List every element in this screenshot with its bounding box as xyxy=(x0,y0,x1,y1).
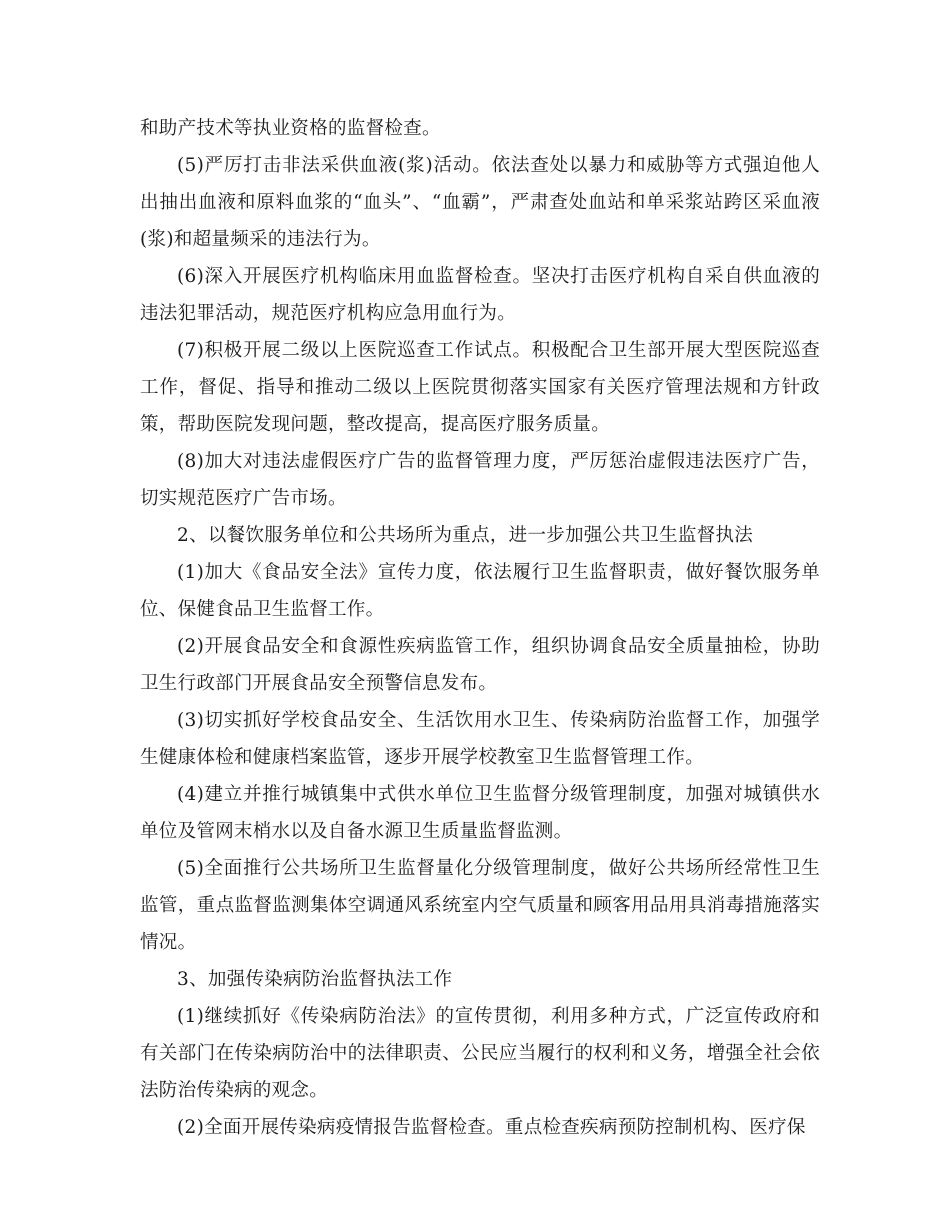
paragraph-1: 和助产技术等执业资格的监督检查。 xyxy=(140,118,441,139)
paragraph-14: (2)全面开展传染病疫情报告监督检查。重点检查疾病预防控制机构、医疗保 xyxy=(177,1117,806,1138)
paragraph-2: (5)严厉打击非法采供血液(浆)活动。依法查处以暴力和威胁等方式强迫他人出抽出血液和原料血浆的“血头”、“血霸”，严肃查处血站和单采浆站跨区采血液(浆)和超量频采的违法行为。 xyxy=(140,155,820,250)
paragraph-3: (6)深入开展医疗机构临床用血监督检查。坚决打击医疗机构自采自供血液的违法犯罪活动，规范医疗机构应急用血行为。 xyxy=(140,266,820,324)
paragraph-10: (4)建立并推行城镇集中式供水单位卫生监督分级管理制度，加强对城镇供水单位及管网末梢水以及自备水源卫生质量监督监测。 xyxy=(140,784,820,842)
paragraph-8: (2)开展食品安全和食源性疾病监管工作，组织协调食品安全质量抽检，协助卫生行政部门开展食品安全预警信息发布。 xyxy=(140,636,820,694)
document-body xyxy=(140,110,820,1146)
paragraph-9: (3)切实抓好学校食品安全、生活饮用水卫生、传染病防治监督工作，加强学生健康体检和健康档案监管，逐步开展学校教室卫生监督管理工作。 xyxy=(140,710,820,768)
paragraph-11: (5)全面推行公共场所卫生监督量化分级管理制度，做好公共场所经常性卫生监管，重点监督监测集体空调通风系统室内空气质量和顾客用品用具消毒措施落实情况。 xyxy=(140,858,820,953)
paragraph-4: (7)积极开展二级以上医院巡查工作试点。积极配合卫生部开展大型医院巡查工作，督促、指导和推动二级以上医院贯彻落实国家有关医疗管理法规和方针政策，帮助医院发现问题，整改提高，提高医疗服务质量。 xyxy=(140,340,820,435)
paragraph-7: (1)加大《食品安全法》宣传力度，依法履行卫生监督职责，做好餐饮服务单位、保健食品卫生监督工作。 xyxy=(140,562,820,620)
paragraph-5: (8)加大对违法虚假医疗广告的监督管理力度，严厉惩治虚假违法医疗广告，切实规范医疗广告市场。 xyxy=(140,451,820,509)
paragraph-13: (1)继续抓好《传染病防治法》的宣传贯彻，利用多种方式，广泛宣传政府和有关部门在传染病防治中的法律职责、公民应当履行的权利和义务，增强全社会依法防治传染病的观念。 xyxy=(140,1006,820,1101)
section-heading-2: 2、以餐饮服务单位和公共场所为重点，进一步加强公共卫生监督执法 xyxy=(177,525,754,546)
section-heading-3: 3、加强传染病防治监督执法工作 xyxy=(177,969,453,990)
